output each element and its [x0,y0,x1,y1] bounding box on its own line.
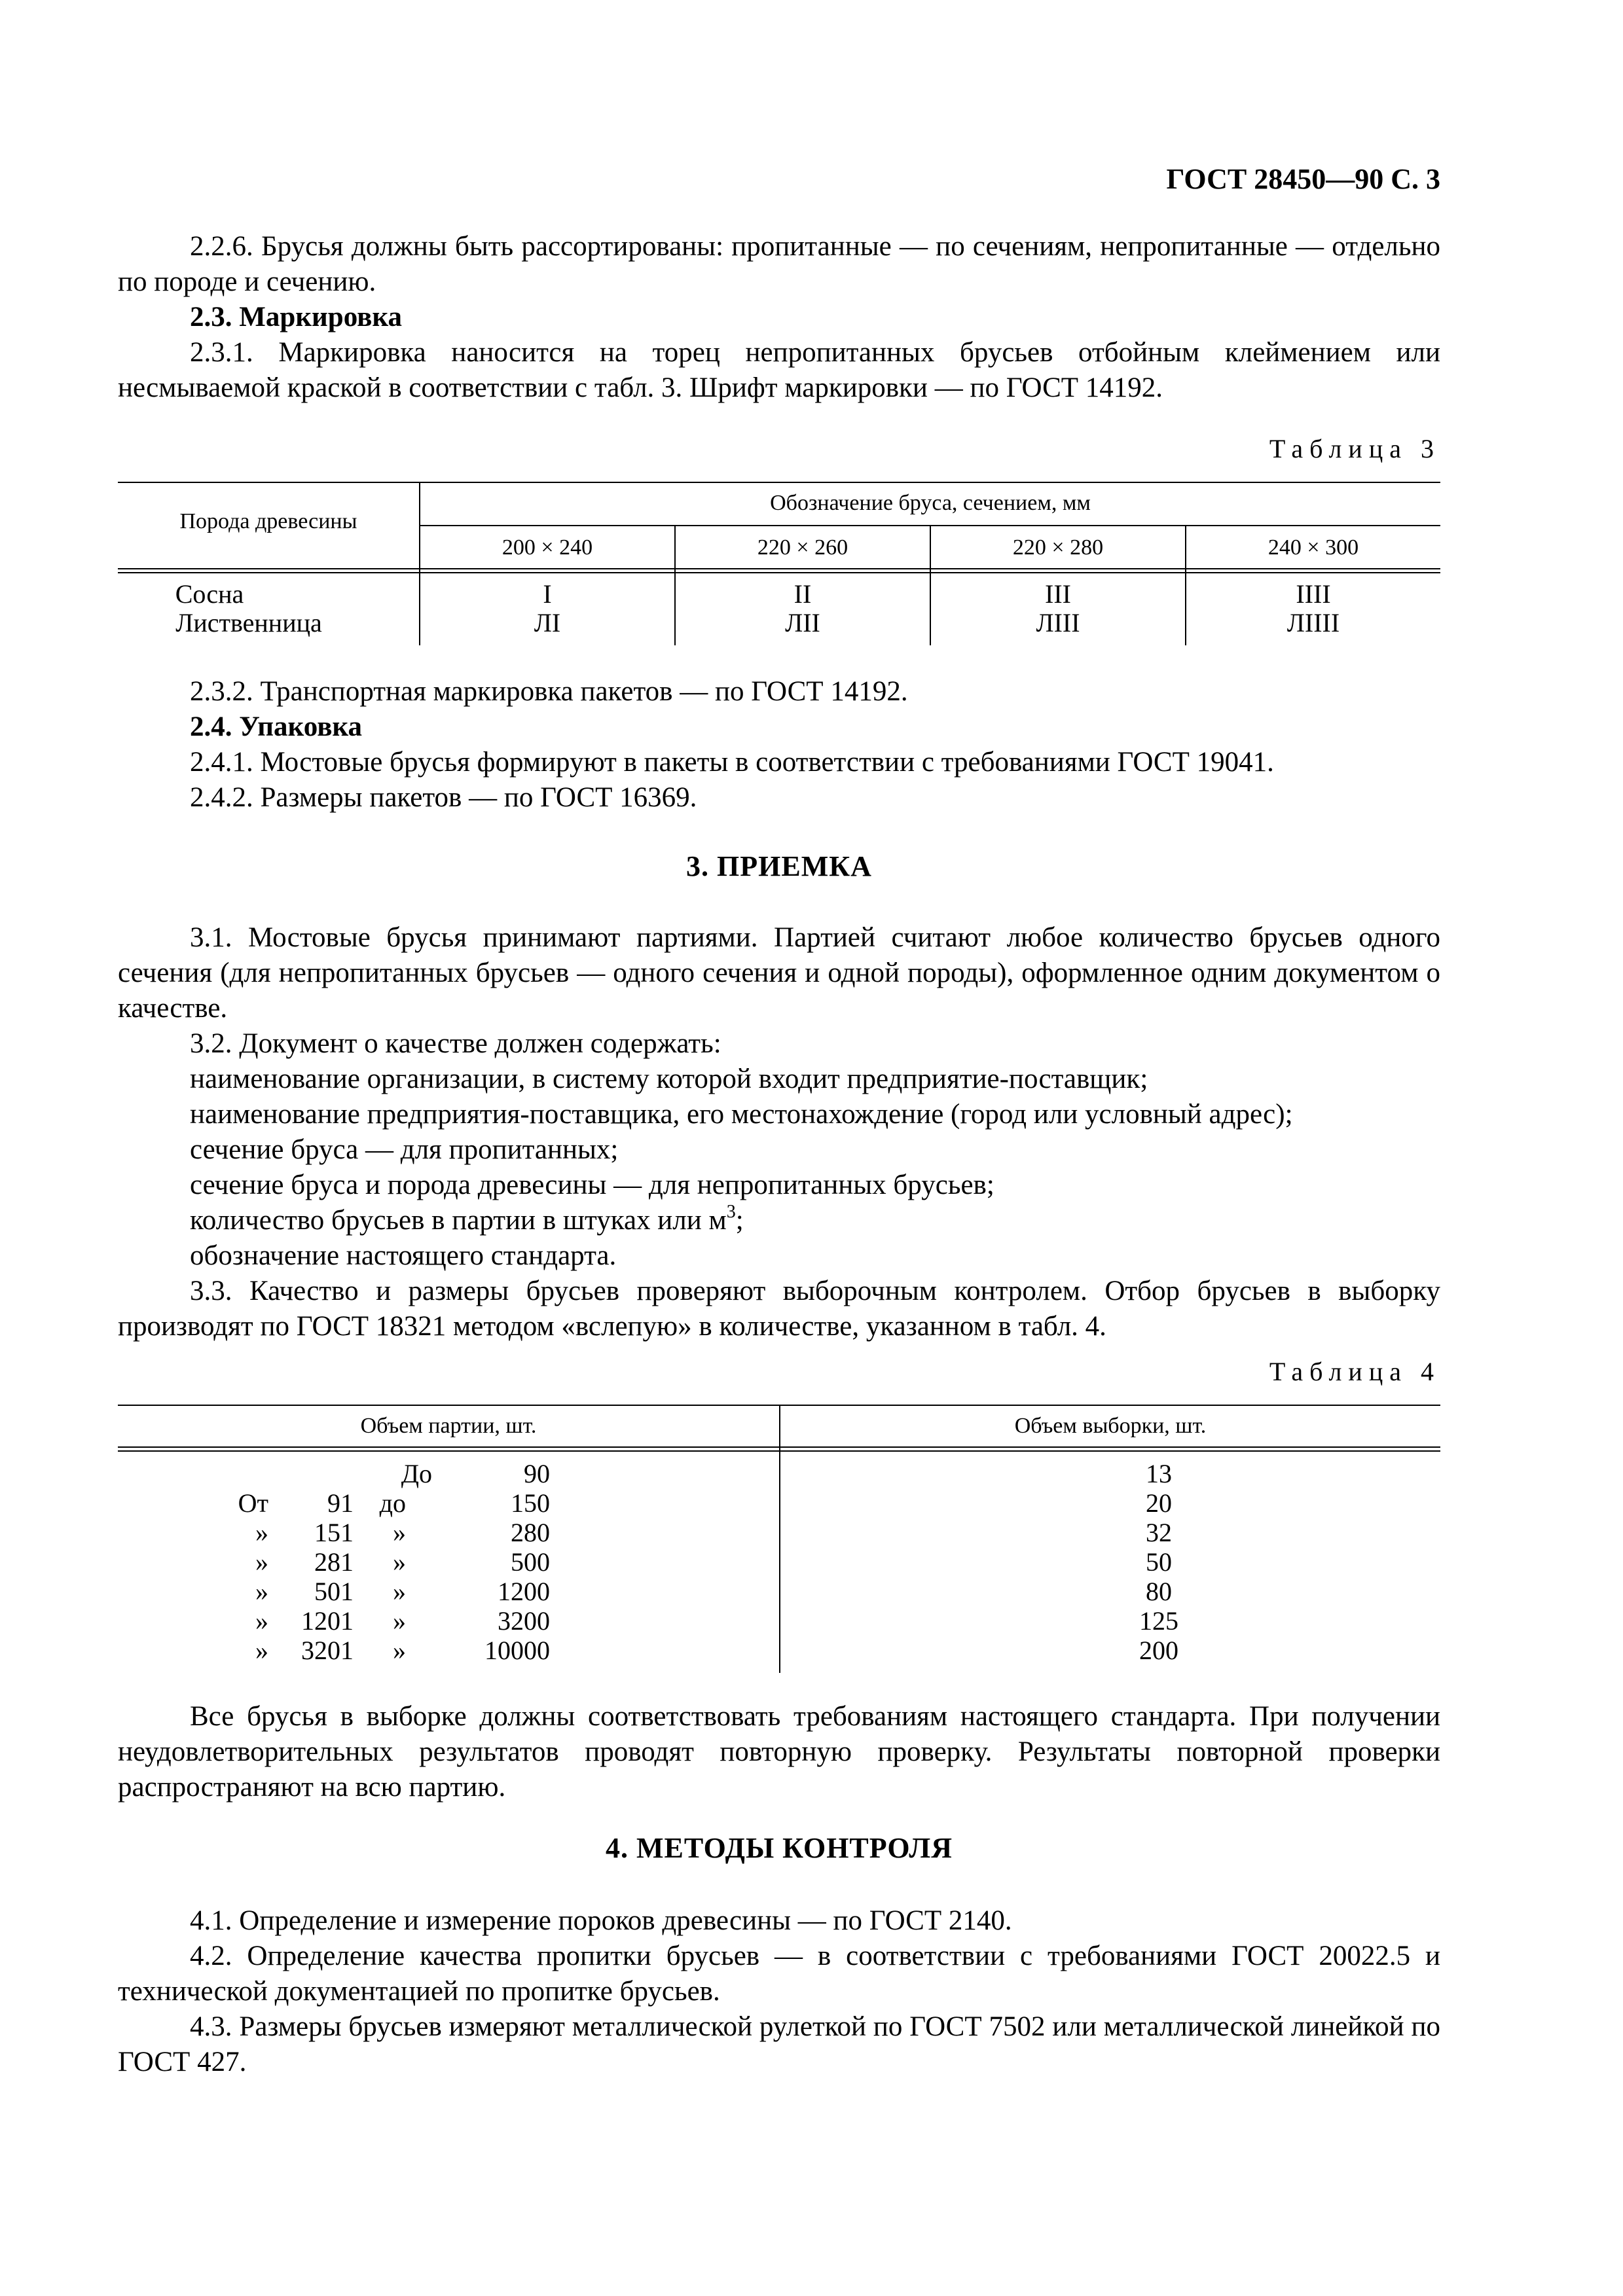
table-3-header-section: 220 × 260 [757,535,848,560]
lot-from: 1201 [301,1606,354,1636]
table-row [118,1458,1440,1488]
sample-size: 13 [1146,1459,1172,1488]
superscript: 3 [726,1202,736,1222]
lot-from: 91 [327,1488,354,1518]
table-3-label: Таблица 3 [1269,434,1440,463]
list-item: наименование организации, в систему которой входит предприятие-поставщик; [190,1064,1148,1094]
paragraph-3-3: 3.3. Качество и размеры брусьев проверяют выборочным контролем. Отбор брусьев в выборку производят по ГОСТ 18321 методом «вслепую» в количестве, указанном в табл. 4. [118,1276,1440,1342]
sample-size: 32 [1146,1518,1172,1547]
lot-to: 10000 [484,1636,550,1665]
section-4-text [118,1903,1440,2080]
paragraph-2-2-6: 2.2.6. Брусья должны быть рассортированы: пропитанные — по сечениям, непропитанные — отдельно по породе и сечению. [118,231,1440,297]
section-3-text [118,920,1440,1344]
table-3-header-section: 240 × 300 [1267,535,1359,560]
lot-sep: до [379,1488,406,1518]
table-3-species: Сосна [175,579,244,609]
lot-prefix: » [255,1518,268,1547]
paragraph-3-1: 3.1. Мостовые брусья принимают партиями. Партией считают любое количество брусьев одного сечения (для непропитанных брусьев — одного сечения и одной породы), оформленное одним документом о качестве. [118,922,1440,1024]
table-4-header-sample: Объем выборки, шт. [1014,1414,1207,1438]
lot-to: 150 [511,1488,550,1518]
heading-2-3: 2.3. Маркировка [190,302,402,332]
lot-from: 151 [314,1518,354,1547]
lot-from: 501 [314,1577,354,1606]
table-3-header-section: 200 × 240 [501,535,593,560]
table-4 [118,1405,1440,1673]
section-3-title: 3. ПРИЕМКА [686,850,872,882]
lot-prefix: » [255,1547,268,1577]
list-item: сечение бруса и порода древесины — для непропитанных брусьев; [190,1170,994,1200]
sample-size: 125 [1139,1606,1178,1636]
table-4-label: Таблица 4 [1269,1357,1440,1386]
table-row [118,1488,1440,1517]
table-row [118,1517,1440,1547]
section-4-title: 4. МЕТОДЫ КОНТРОЛЯ [606,1832,953,1864]
lot-sep: » [393,1547,406,1577]
sample-size: 20 [1146,1488,1172,1518]
table-3-header-group: Обозначение бруса, сечением, мм [770,491,1091,515]
list-item [118,1203,1440,1238]
running-title: ГОСТ 28450—90 С. 3 [1166,163,1440,195]
paragraph-3-2: 3.2. Документ о качестве должен содержать: [190,1028,721,1059]
lot-from: 281 [314,1547,354,1577]
table-3 [118,482,1440,645]
after-table-4-text [118,1699,1440,1805]
paragraph-4-3: 4.3. Размеры брусьев измеряют металлической рулеткой по ГОСТ 7502 или металлической линейкой по ГОСТ 427. [118,2011,1440,2077]
table-3-mark: II [793,579,812,609]
section-2-text [118,229,1440,406]
table-3-header-section: 220 × 280 [1012,535,1104,560]
table-3-mark: ЛII [785,608,820,637]
lot-prefix: От [238,1488,268,1518]
sample-size: 80 [1146,1577,1172,1606]
table-3-mark: IIII [1296,579,1331,609]
document-page [118,0,1440,2296]
table-4-header-lot: Объем партии, шт. [360,1414,537,1438]
table-row [118,1635,1440,1664]
heading-2-4: 2.4. Упаковка [190,711,363,742]
paragraph-2-3-1: 2.3.1. Маркировка наносится на торец непропитанных брусьев отбойным клеймением или несмываемой краской в соответствии с табл. 3. Шрифт маркировки — по ГОСТ 14192. [118,337,1440,403]
table-row [118,1576,1440,1605]
paragraph-4-2: 4.2. Определение качества пропитки брусьев — в соответствии с требованиями ГОСТ 20022.5 и технической документацией по пропитке брусьев. [118,1941,1440,2007]
table-3-header-species: Порода древесины [179,509,357,533]
lot-to: 500 [511,1547,550,1577]
lot-prefix: » [255,1577,268,1606]
table-3-mark: I [543,579,552,609]
lot-to: 90 [524,1459,550,1488]
lot-sep: » [393,1606,406,1636]
section-2-text-continued [118,674,1440,816]
paragraph-4-1: 4.1. Определение и измерение пороков древесины — по ГОСТ 2140. [190,1905,1012,1936]
table-3-mark: ЛIIII [1286,608,1340,637]
lot-prefix: До [401,1459,432,1488]
paragraph-2-3-2: 2.3.2. Транспортная маркировка пакетов — по ГОСТ 14192. [190,676,908,707]
lot-sep: » [393,1577,406,1606]
table-row [118,1605,1440,1635]
table-3-mark: ЛI [534,608,561,637]
list-item: сечение бруса — для пропитанных; [190,1134,619,1165]
lot-to: 1200 [498,1577,550,1606]
table-3-mark: III [1045,579,1071,609]
lot-prefix: » [255,1636,268,1665]
lot-sep: » [393,1636,406,1665]
table-row [118,1547,1440,1576]
lot-to: 280 [511,1518,550,1547]
sample-size: 200 [1139,1636,1178,1665]
paragraph-2-4-1: 2.4.1. Мостовые брусья формируют в пакеты в соответствии с требованиями ГОСТ 19041. [190,747,1274,778]
list-item: обозначение настоящего стандарта. [190,1240,617,1271]
lot-prefix: » [255,1606,268,1636]
lot-from: 3201 [301,1636,354,1665]
paragraph-after-table-4: Все брусья в выборке должны соответствовать требованиям настоящего стандарта. При получении неудовлетворительных результатов проводят повторную проверку. Результаты повторной проверки распространяют на всю партию. [118,1701,1440,1803]
list-item: наименование предприятия-поставщика, его местонахождение (город или условный адрес); [190,1099,1293,1130]
sample-size: 50 [1146,1547,1172,1577]
table-3-species: Лиственница [175,608,322,637]
list-item-tail: ; [735,1205,744,1236]
lot-to: 3200 [498,1606,550,1636]
list-item-text: количество брусьев в партии в штуках или м [190,1205,727,1236]
lot-sep: » [393,1518,406,1547]
table-3-mark: ЛIII [1036,608,1080,637]
paragraph-2-4-2: 2.4.2. Размеры пакетов — по ГОСТ 16369. [190,782,697,813]
